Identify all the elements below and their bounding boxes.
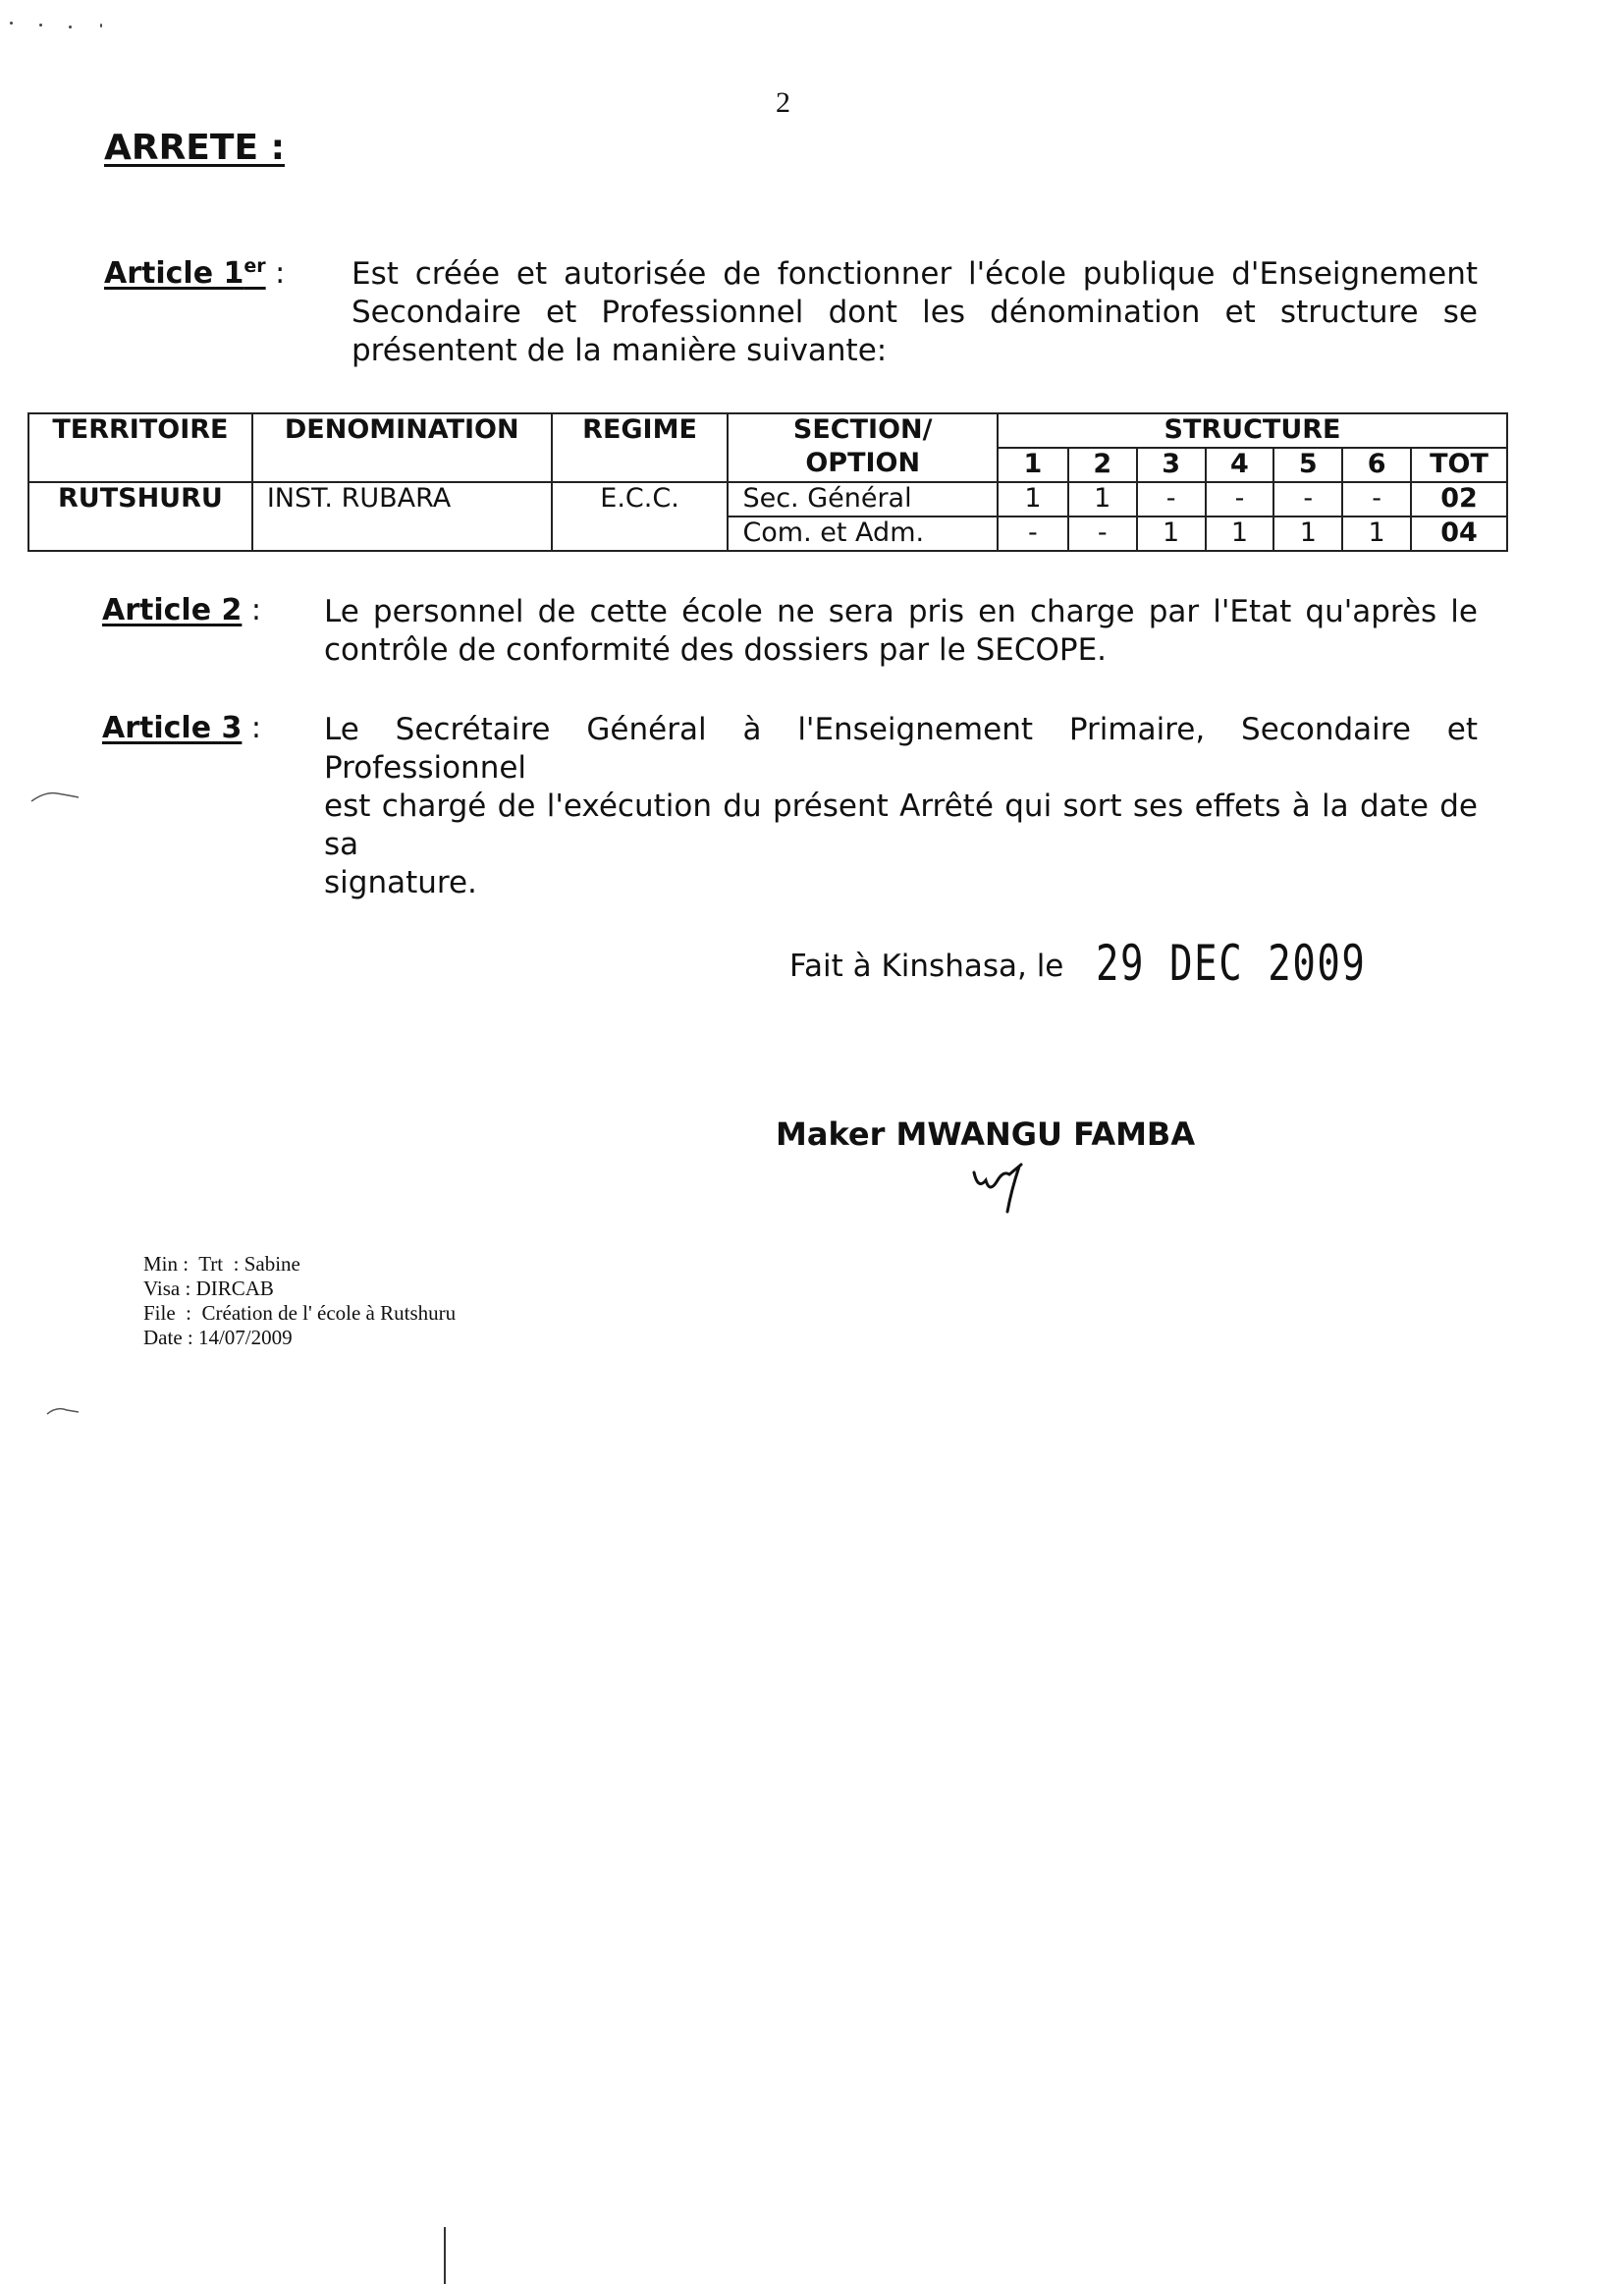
cell-section: Sec. Général [728,482,998,517]
table-row [28,482,1507,517]
header-regime: REGIME [552,413,729,482]
file-ref-line: Visa : DIRCAB [143,1277,274,1300]
scan-speck [10,22,13,25]
article-1-text [352,255,1478,370]
header-structure: STRUCTURE [998,413,1507,448]
document-title: ARRETE : [104,128,285,168]
cell-value: 1 [1137,517,1206,551]
cell-tot: 04 [1411,517,1507,551]
cell-value: 1 [1206,517,1274,551]
header-grade: 1 [998,448,1068,482]
header-grade: 5 [1273,448,1342,482]
cell-section: Com. et Adm. [728,517,998,551]
cell-regime: E.C.C. [552,482,729,551]
cell-value: - [1137,482,1206,517]
cell-value: 1 [1068,482,1137,517]
article-3-label: Article 3 : [102,711,262,745]
article-3-text [324,711,1478,902]
header-section: SECTION/ [728,413,998,448]
article-1-line: présentent de la manière suivante: [352,333,888,368]
file-ref-line: Date : 14/07/2009 [143,1326,293,1349]
cell-value: - [1068,517,1137,551]
cell-value: - [1273,482,1342,517]
page-number: 2 [776,86,790,119]
cell-value: 1 [1342,517,1411,551]
article-3-line: Le Secrétaire Général à l'Enseignement Primaire, Secondaire et Professionnel [324,712,1478,786]
signer-name: Maker MWANGU FAMBA [776,1115,1196,1153]
article-2-label: Article 2 : [102,593,262,627]
scan-speck [100,24,102,27]
cell-value: 1 [998,482,1068,517]
file-ref-line: Min : Trt : Sabine [143,1252,300,1276]
article-1-line: Est créée et autorisée de fonctionner l'école publique d'Enseignement [352,256,1478,292]
school-structure-table [27,412,1508,552]
scan-line [444,2227,446,2284]
header-tot: TOT [1411,448,1507,482]
article-1-line: Secondaire et Professionnel dont les dénomination et structure se [352,295,1478,330]
date-stamp: 29 DEC 2009 [1096,935,1367,992]
scan-speck [39,24,42,27]
margin-mark [43,1402,82,1418]
header-grade: 2 [1068,448,1137,482]
cell-value: - [998,517,1068,551]
scan-speck [69,26,72,28]
place-label: Fait à Kinshasa, le [789,949,1064,984]
cell-denomination: INST. RUBARA [252,482,552,551]
header-grade: 4 [1206,448,1274,482]
article-2-line: contrôle de conformité des dossiers par le SECOPE. [324,632,1108,668]
article-1-label: Article 1er : [104,255,286,291]
article-3-line: est chargé de l'exécution du présent Arrêté qui sort ses effets à la date de sa [324,789,1478,862]
header-grade: 6 [1342,448,1411,482]
margin-mark [27,784,82,807]
cell-value: - [1342,482,1411,517]
cell-territoire: RUTSHURU [28,482,252,551]
header-territoire: TERRITOIRE [28,413,252,482]
cell-value: - [1206,482,1274,517]
header-denomination: DENOMINATION [252,413,552,482]
cell-tot: 02 [1411,482,1507,517]
article-3-line: signature. [324,865,477,900]
header-grade: 3 [1137,448,1206,482]
file-ref-line: File : Création de l' école à Rutshuru [143,1301,457,1325]
article-2-text [324,593,1478,670]
file-reference [143,1252,456,1350]
signature-mark [968,1151,1037,1220]
header-option: OPTION [728,448,998,482]
article-2-line: Le personnel de cette école ne sera pris en charge par l'Etat qu'après le [324,594,1478,629]
cell-value: 1 [1273,517,1342,551]
